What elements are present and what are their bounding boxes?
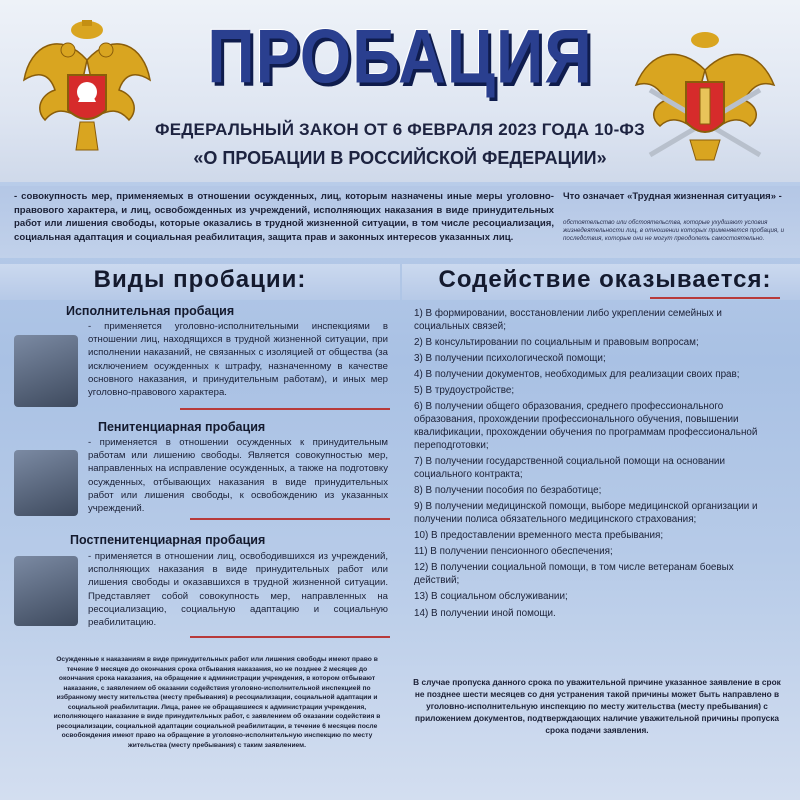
list-item: 11) В получении пенсионного обеспечения; (414, 546, 613, 558)
penitentiary-probation-underline (190, 518, 390, 520)
list-item: 8) В получении пособия по безработице; (414, 485, 602, 497)
executive-probation-underline (180, 408, 390, 410)
list-item: 12) В получении социальной помощи, в том числе ветеранам боевых действий; (414, 562, 734, 587)
list-item: 3) В получении психологической помощи; (414, 353, 606, 365)
list-item: 6) В получении общего образования, среднего профессионального образования, прохождении профессионального обучения, повышении квалификации, прохождении обучения по программам профессиональной переподготовки; (414, 401, 758, 452)
list-item: 4) В получении документов, необходимых для реализации своих прав; (414, 369, 740, 381)
list-item: 9) В получении медицинской помощи, выборе медицинской организации и получении полиса обязательного медицинского страхования; (414, 501, 758, 526)
executive-probation-text: - применяется уголовно-исполнительными инспекциями в отношении лиц, находящихся в трудной жизненной ситуации, при исполнении наказаний, не связанных с изоляцией от общества (за исключением осужденных к штрафу, назначенному в качестве основного наказания, и принудительным работам), и иных мер уголовно-правового характера. (88, 321, 388, 399)
law-name: «О ПРОБАЦИИ В РОССИЙСКОЙ ФЕДЕРАЦИИ» (193, 148, 607, 168)
penitentiary-probation-photo (14, 450, 78, 516)
postpenitentiary-probation-title: Постпенитенциарная пробация (70, 533, 266, 547)
probation-definition: - совокупность мер, применяемых в отношении осужденных, лиц, которым назначены иные меры уголовно-правового характера, и лиц, освобожденных из учреждений, исполняющих наказания в виде принудительных работ или лишения свободы, которые оказались в трудной жизненной ситуации, в том числе ресоциализация, социальная адаптация и социальная реабилитация, защита прав и законных интересов указанных лиц. (14, 191, 554, 243)
types-heading: Виды пробации: (93, 266, 307, 293)
list-item: 7) В получении государственной социальной помощи на основании социального контракта; (414, 456, 725, 481)
list-item: 1) В формировании, восстановлении либо укреплении семейных и социальных связей; (414, 308, 722, 332)
postpenitentiary-probation-text: - применяется в отношении лиц, освободившихся из учреждений, исполняющих наказания в виде принудительных работ или лишения свободы и оказавшихся в трудной жизненной ситуации. Представляет собой совокупность мер, направленных на ресоциализацию, социальную адаптацию и социальную реабилитацию. (88, 551, 388, 629)
list-item: 5) В трудоустройстве; (414, 385, 515, 397)
penitentiary-probation-title: Пенитенциарная пробация (98, 420, 266, 434)
postpenitentiary-probation-underline (190, 636, 390, 638)
list-item: 10) В предоставлении временного места пребывания; (414, 530, 664, 542)
law-reference: ФЕДЕРАЛЬНЫЙ ЗАКОН ОТ 6 ФЕВРАЛЯ 2023 ГОДА 10-ФЗ (155, 120, 645, 139)
assistance-underline (650, 297, 780, 299)
page-title: ПРОБАЦИЯ (207, 13, 593, 99)
penitentiary-probation-text: - применяется в отношении осужденных к принудительным работам или лишению свободы. Является совокупностью мер, направленных на исправление осужденных, а также на подготовку осужденных, отбывающих наказания в виде принудительных работ или лишения свободы, к освобождению из указанных учреждений. (88, 437, 388, 515)
penitentiary-service-emblem-icon (630, 30, 780, 175)
assistance-list (414, 308, 780, 624)
list-item: 2) В консультировании по социальным и правовым вопросам; (414, 337, 699, 348)
executive-probation-photo (14, 335, 78, 407)
difficult-situation-text: обстоятельство или обстоятельства, которые ухудшают условия жизнедеятельности лиц, в отношении которых применяется пробация, и последствия, которые они не могут преодолеть самостоятельно. (563, 219, 785, 242)
missed-deadline-note: В случае пропуска данного срока по уважительной причине указанное заявление в срок не позднее шести месяцев со дня устранения такой причины может быть направлено в уголовно-исполнительную инспекцию по месту жительства (месту пребывания) с приложением документов, подтверждающих наличие уважительной причины пропуска срока подачи заявления. (413, 677, 781, 736)
executive-probation-title: Исполнительная пробация (66, 304, 235, 318)
list-item: 14) В получении иной помощи. (414, 607, 556, 619)
difficult-situation-title: Что означает «Трудная жизненная ситуация» - (563, 191, 782, 202)
assistance-heading: Содействие оказывается: (438, 266, 772, 293)
postpenitentiary-probation-photo (14, 556, 78, 626)
russian-coat-of-arms-icon (20, 20, 155, 160)
list-item: 13) В социальном обслуживании; (414, 591, 568, 603)
application-rights-note: Осужденные к наказаниям в виде принудительных работ или лишения свободы имеют право в течение 9 месяцев до окончания срока отбывания наказания, но не позднее 2 месяцев до окончания срока наказания, на обращение к администрации учреждения, в котором отбывают наказание, с заявлением об оказании содействия уголовно-исполнительной инспекцией по избранному месту жительства (месту пребывания) в ресоциализации, социальной адаптации и социальной реабилитации. Лица, ранее не обращавшиеся к администрации учреждения, исполняющего наказание в виде принудительных работ, с заявлением об оказании содействия в ресоциализации, социальной адаптации социальной реабилитации, в течение 6 месяцев после освобождения имеют право на обращение в уголовно-исполнительную инспекцию по месту жительства (месту пребывания) с таким заявлением. (53, 656, 381, 749)
